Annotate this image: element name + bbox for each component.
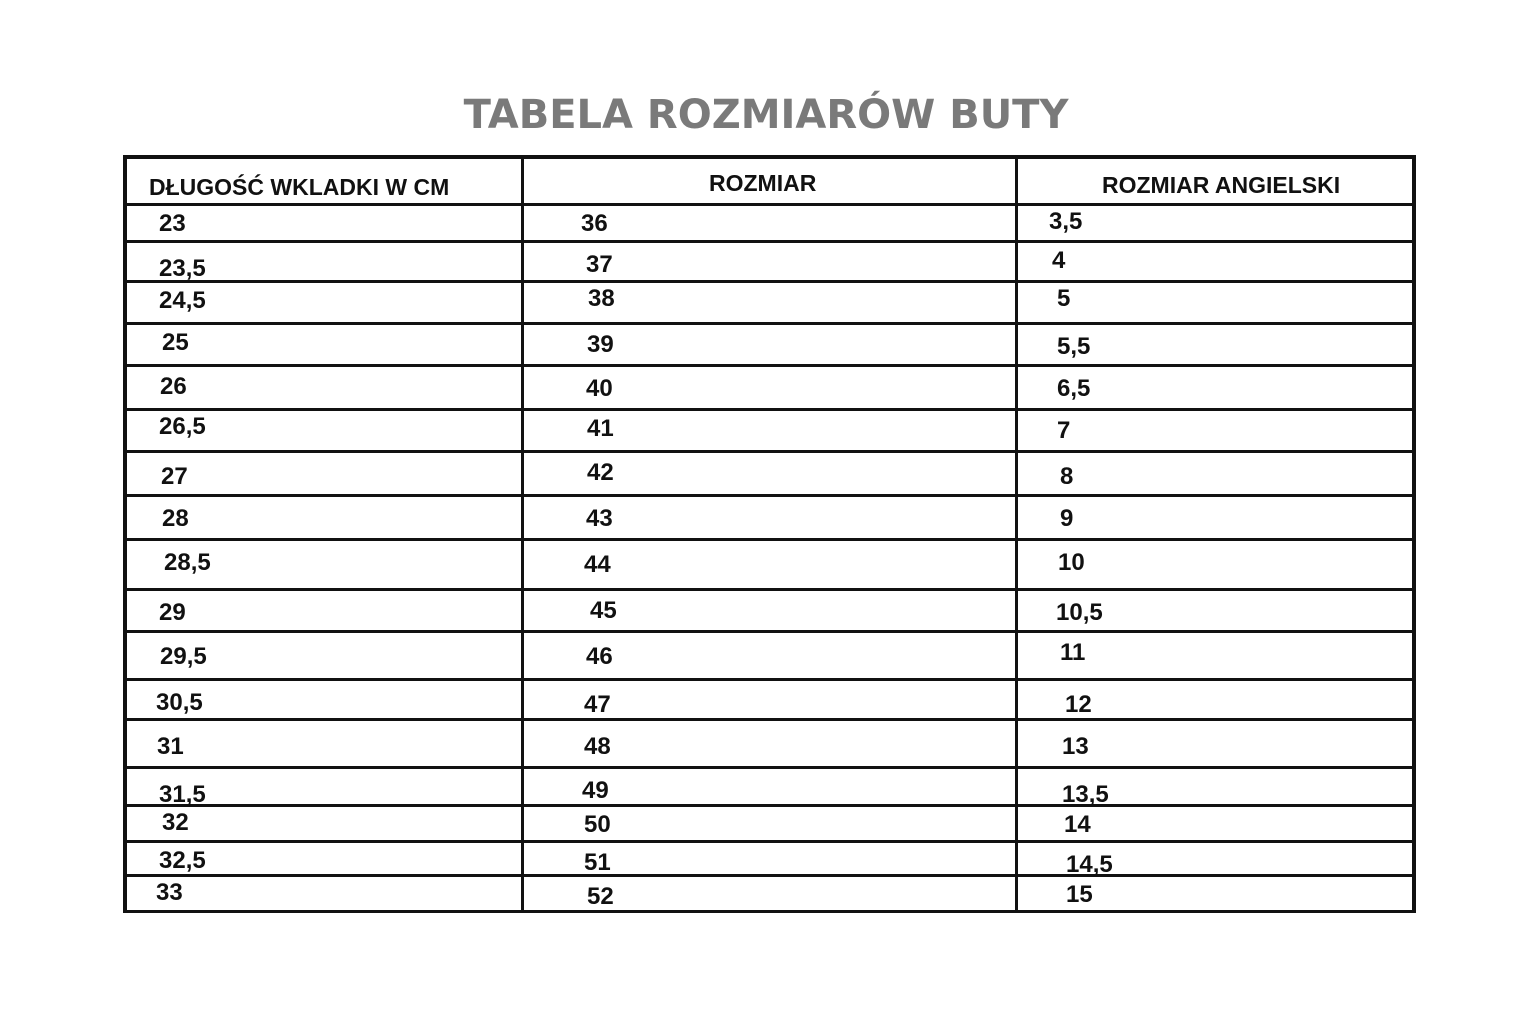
table-row <box>127 721 1412 769</box>
cell-size: 40 <box>586 375 613 402</box>
cell-length: 32 <box>162 809 189 836</box>
table-row <box>127 283 1412 325</box>
cell-size: 49 <box>582 777 609 804</box>
cell-size: 47 <box>584 691 611 718</box>
table-row <box>127 591 1412 633</box>
header-size: ROZMIAR <box>709 170 817 196</box>
table-row <box>127 681 1412 721</box>
cell-size: 48 <box>584 733 611 760</box>
cell-size: 42 <box>587 459 614 486</box>
cell-length: 23 <box>159 210 186 237</box>
cell-length: 29,5 <box>160 643 207 670</box>
table-row <box>127 541 1412 591</box>
cell-uk-size: 11 <box>1060 639 1086 666</box>
cell-uk-size: 4 <box>1052 247 1066 274</box>
cell-uk-size: 10 <box>1058 549 1085 576</box>
cell-uk-size: 14 <box>1064 811 1091 838</box>
cell-size: 37 <box>586 251 613 278</box>
table-row <box>127 453 1412 497</box>
header-length: DŁUGOŚĆ WKLADKI W CM <box>149 174 450 200</box>
table-row <box>127 633 1412 681</box>
page-title: TABELA ROZMIARÓW BUTY <box>463 92 1069 138</box>
cell-uk-size: 13,5 <box>1062 781 1109 808</box>
table-row <box>127 411 1412 453</box>
table-row <box>127 807 1412 843</box>
cell-size: 45 <box>590 597 617 624</box>
cell-uk-size: 3,5 <box>1049 208 1083 235</box>
table-row <box>127 497 1412 541</box>
cell-size: 46 <box>586 643 613 670</box>
table-row <box>127 367 1412 411</box>
cell-length: 23,5 <box>159 255 206 282</box>
cell-length: 29 <box>159 599 186 626</box>
cell-size: 41 <box>587 415 614 442</box>
cell-uk-size: 6,5 <box>1057 375 1091 402</box>
cell-length: 26,5 <box>159 413 206 440</box>
table-row <box>127 769 1412 807</box>
header-row <box>127 159 1412 206</box>
cell-length: 26 <box>160 373 187 400</box>
cell-uk-size: 15 <box>1066 881 1093 908</box>
table-row <box>127 206 1412 243</box>
cell-uk-size: 9 <box>1060 505 1074 532</box>
cell-size: 50 <box>584 811 611 838</box>
header-uk-size: ROZMIAR ANGIELSKI <box>1102 172 1341 198</box>
cell-length: 31 <box>157 733 184 760</box>
cell-uk-size: 8 <box>1060 463 1074 490</box>
cell-size: 44 <box>584 551 611 578</box>
table-row <box>127 243 1412 283</box>
cell-uk-size: 7 <box>1057 417 1071 444</box>
cell-length: 27 <box>161 463 188 490</box>
cell-length: 30,5 <box>156 689 203 716</box>
table-row <box>127 843 1412 877</box>
cell-uk-size: 14,5 <box>1066 851 1113 878</box>
cell-uk-size: 10,5 <box>1056 599 1103 626</box>
cell-uk-size: 5 <box>1057 285 1071 312</box>
cell-length: 28,5 <box>164 549 211 576</box>
cell-size: 43 <box>586 505 613 532</box>
table-row <box>127 877 1412 911</box>
cell-length: 28 <box>162 505 189 532</box>
size-table <box>123 155 1416 913</box>
cell-uk-size: 13 <box>1062 733 1089 760</box>
table-row <box>127 325 1412 367</box>
cell-uk-size: 12 <box>1065 691 1092 718</box>
cell-length: 24,5 <box>159 287 206 314</box>
cell-length: 31,5 <box>159 781 206 808</box>
cell-size: 39 <box>587 331 614 358</box>
cell-size: 52 <box>587 883 614 910</box>
cell-length: 25 <box>162 329 189 356</box>
cell-size: 38 <box>588 285 615 312</box>
cell-size: 51 <box>584 849 611 876</box>
cell-uk-size: 5,5 <box>1057 333 1091 360</box>
cell-length: 32,5 <box>159 847 206 874</box>
cell-size: 36 <box>581 210 608 237</box>
cell-length: 33 <box>156 879 183 906</box>
